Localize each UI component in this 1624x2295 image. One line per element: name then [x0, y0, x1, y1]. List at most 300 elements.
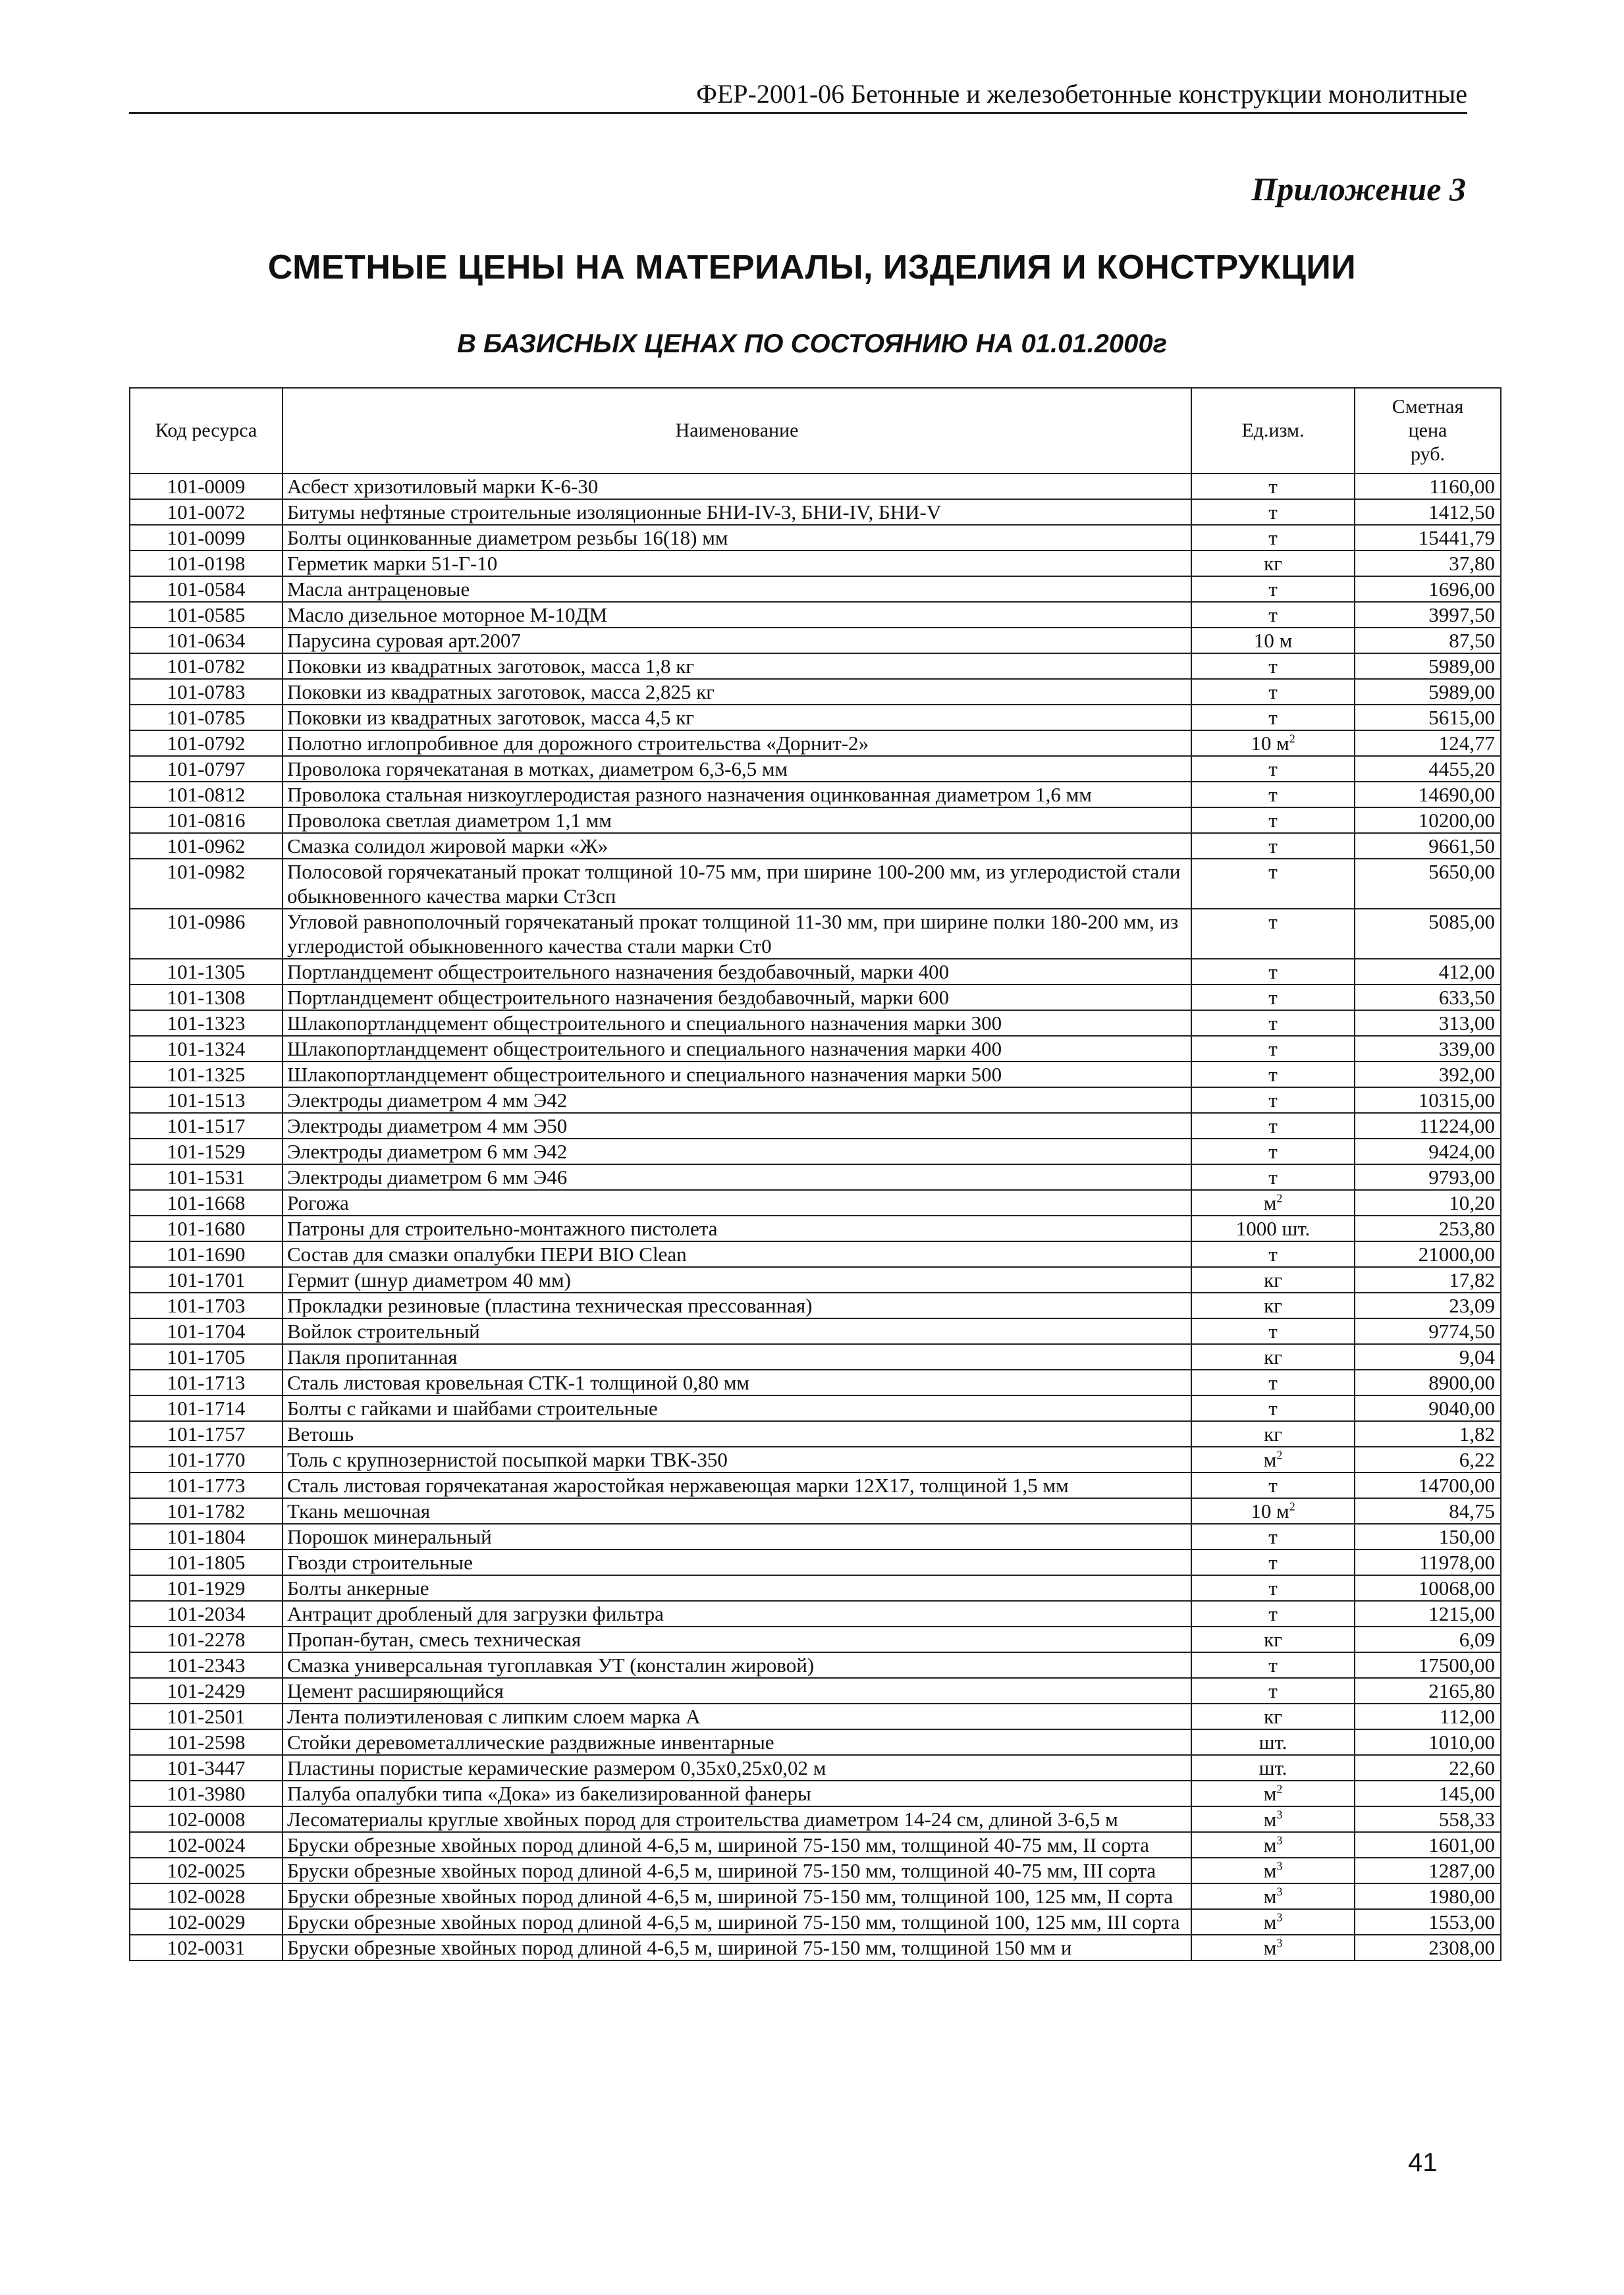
- table-row: [130, 1627, 1501, 1652]
- cell-unit-text: кг: [1264, 1628, 1282, 1651]
- cell-name: [283, 1164, 1191, 1190]
- cell-unit: [1191, 1318, 1355, 1344]
- cell-name: [283, 1729, 1191, 1755]
- cell-unit: [1191, 1806, 1355, 1832]
- cell-code: [130, 1883, 283, 1909]
- cell-name: [283, 705, 1191, 730]
- cell-price: [1355, 1421, 1501, 1447]
- cell-unit-text: т: [1268, 1140, 1278, 1163]
- cell-price: [1355, 859, 1501, 909]
- cell-code-text: 101-2278: [167, 1628, 246, 1651]
- cell-name-text: Герметик марки 51-Г-10: [287, 552, 498, 575]
- cell-unit-text: кг: [1264, 1294, 1282, 1317]
- cell-price-text: 145,00: [1438, 1782, 1495, 1805]
- cell-unit: [1191, 959, 1355, 985]
- cell-name: [283, 959, 1191, 985]
- table-row: [130, 1216, 1501, 1241]
- cell-code: [130, 1241, 283, 1267]
- cell-code: [130, 1601, 283, 1627]
- cell-unit: [1191, 1113, 1355, 1139]
- cell-price-text: 9774,50: [1428, 1320, 1495, 1343]
- cell-code: [130, 1395, 283, 1421]
- cell-name-text: Рогожа: [287, 1191, 349, 1214]
- cell-price-text: 11978,00: [1419, 1551, 1495, 1574]
- cell-price-text: 10315,00: [1418, 1089, 1495, 1112]
- table-row: [130, 705, 1501, 730]
- cell-code-text: 101-0962: [167, 834, 246, 857]
- table-row: [130, 1550, 1501, 1575]
- table-row: [130, 1858, 1501, 1883]
- cell-code: [130, 1858, 283, 1883]
- cell-code-text: 101-1690: [167, 1243, 246, 1266]
- cell-name: [283, 1139, 1191, 1164]
- cell-name-text: Бруски обрезные хвойных пород длиной 4-6,5 м, шириной 75-150 мм, толщиной 100, 125 мм, III сорта: [287, 1910, 1180, 1933]
- cell-code: [130, 1935, 283, 1960]
- cell-name-text: Ветошь: [287, 1422, 354, 1445]
- table-row: [130, 782, 1501, 807]
- table-row: [130, 499, 1501, 525]
- cell-unit: [1191, 1935, 1355, 1960]
- table-row: [130, 1087, 1501, 1113]
- cell-price: [1355, 1678, 1501, 1704]
- cell-price: [1355, 1755, 1501, 1781]
- cell-code: [130, 1627, 283, 1652]
- cell-unit: [1191, 909, 1355, 959]
- cell-unit-text: т: [1268, 1679, 1278, 1702]
- cell-unit: [1191, 1421, 1355, 1447]
- cell-unit-text: т: [1268, 860, 1278, 883]
- cell-code: [130, 1550, 283, 1575]
- cell-name: [283, 1498, 1191, 1524]
- cell-price-text: 10200,00: [1418, 809, 1495, 832]
- cell-code: [130, 1447, 283, 1472]
- cell-code-text: 101-1324: [167, 1037, 246, 1060]
- table-row: [130, 1652, 1501, 1678]
- cell-unit: [1191, 1601, 1355, 1627]
- table-row: [130, 628, 1501, 653]
- cell-code: [130, 859, 283, 909]
- cell-code: [130, 1832, 283, 1858]
- cell-code-text: 101-1770: [167, 1448, 246, 1471]
- cell-unit: [1191, 1062, 1355, 1087]
- cell-name-text: Проволока стальная низкоуглеродистая разного назначения оцинкованная диаметром 1,6 мм: [287, 783, 1092, 806]
- header-price: [1355, 388, 1501, 473]
- cell-price-text: 9793,00: [1428, 1166, 1495, 1189]
- cell-unit-text: м: [1263, 1885, 1277, 1908]
- cell-unit-text: т: [1268, 1551, 1278, 1574]
- cell-name: [283, 1216, 1191, 1241]
- cell-unit-text: т: [1268, 783, 1278, 806]
- cell-code-text: 101-0072: [167, 500, 246, 524]
- cell-unit-text: т: [1268, 1602, 1278, 1625]
- cell-code-text: 101-0812: [167, 783, 246, 806]
- cell-name: [283, 628, 1191, 653]
- cell-name-text: Масло дизельное моторное М-10ДМ: [287, 603, 608, 626]
- cell-unit: [1191, 1344, 1355, 1370]
- cell-code: [130, 1755, 283, 1781]
- cell-price-text: 313,00: [1438, 1012, 1495, 1035]
- cell-code-text: 101-1704: [167, 1320, 246, 1343]
- cell-name: [283, 525, 1191, 551]
- cell-name: [283, 551, 1191, 576]
- table-row: [130, 1832, 1501, 1858]
- cell-code: [130, 1113, 283, 1139]
- cell-price: [1355, 1010, 1501, 1036]
- cell-unit: [1191, 1550, 1355, 1575]
- cell-code-text: 101-1703: [167, 1294, 246, 1317]
- cell-name-text: Состав для смазки опалубки ПЕРИ BIO Clean: [287, 1243, 687, 1266]
- cell-code-text: 102-0025: [167, 1859, 246, 1882]
- cell-unit: [1191, 525, 1355, 551]
- cell-price-text: 124,77: [1438, 732, 1495, 755]
- cell-name-text: Портландцемент общестроительного назначения бездобавочный, марки 600: [287, 986, 950, 1009]
- cell-price: [1355, 1524, 1501, 1550]
- header-price-line2: цена: [1408, 419, 1448, 441]
- cell-name: [283, 1062, 1191, 1087]
- cell-price: [1355, 1139, 1501, 1164]
- cell-price-text: 5989,00: [1428, 655, 1495, 678]
- cell-unit-text: м: [1263, 1448, 1277, 1471]
- cell-price-text: 3997,50: [1428, 603, 1495, 626]
- cell-code-text: 101-1305: [167, 960, 246, 983]
- cell-unit: [1191, 1652, 1355, 1678]
- cell-price-text: 1601,00: [1428, 1833, 1495, 1856]
- cell-unit-text: т: [1268, 706, 1278, 729]
- cell-name-text: Цемент расширяющийся: [287, 1679, 504, 1702]
- table-row: [130, 1190, 1501, 1216]
- cell-name-text: Угловой равнополочный горячекатаный прокат толщиной 11-30 мм, при ширине полки 180-200 мм, из углеродистой обыкновенного качества стали марки Ст0: [287, 910, 1179, 958]
- table-row: [130, 1601, 1501, 1627]
- cell-price-text: 11224,00: [1419, 1114, 1495, 1137]
- cell-code-text: 101-1929: [167, 1577, 246, 1600]
- cell-name: [283, 730, 1191, 756]
- cell-unit-text: 10 м: [1253, 629, 1293, 652]
- cell-name-text: Стойки деревометаллические раздвижные инвентарные: [287, 1731, 774, 1754]
- unit-exponent: 3: [1276, 1859, 1283, 1873]
- cell-code: [130, 1472, 283, 1498]
- table-row: [130, 551, 1501, 576]
- cell-unit: [1191, 1472, 1355, 1498]
- cell-code: [130, 551, 283, 576]
- cell-name: [283, 473, 1191, 499]
- cell-unit: [1191, 1395, 1355, 1421]
- cell-code: [130, 1524, 283, 1550]
- cell-unit-text: т: [1268, 655, 1278, 678]
- table-row: [130, 1935, 1501, 1960]
- cell-name-text: Шлакопортландцемент общестроительного и специального назначения марки 500: [287, 1063, 1002, 1086]
- cell-code: [130, 1678, 283, 1704]
- cell-name-text: Бруски обрезные хвойных пород длиной 4-6,5 м, шириной 75-150 мм, толщиной 40-75 мм, III сорта: [287, 1859, 1156, 1882]
- table-row: [130, 1704, 1501, 1729]
- cell-price: [1355, 909, 1501, 959]
- cell-name: [283, 1832, 1191, 1858]
- cell-price: [1355, 653, 1501, 679]
- cell-price-text: 558,33: [1438, 1808, 1495, 1831]
- cell-name: [283, 499, 1191, 525]
- unit-exponent: 2: [1289, 732, 1295, 745]
- cell-code-text: 101-2429: [167, 1679, 246, 1702]
- cell-price: [1355, 602, 1501, 628]
- cell-name: [283, 1601, 1191, 1627]
- cell-name: [283, 602, 1191, 628]
- cell-price: [1355, 833, 1501, 859]
- cell-name: [283, 1318, 1191, 1344]
- cell-price-text: 17,82: [1449, 1268, 1495, 1291]
- cell-code: [130, 1704, 283, 1729]
- cell-name: [283, 782, 1191, 807]
- cell-code-text: 101-0782: [167, 655, 246, 678]
- cell-unit-text: т: [1268, 1371, 1278, 1394]
- cell-name-text: Шлакопортландцемент общестроительного и специального назначения марки 400: [287, 1037, 1002, 1060]
- cell-name: [283, 909, 1191, 959]
- cell-name: [283, 1472, 1191, 1498]
- cell-name: [283, 1087, 1191, 1113]
- cell-code-text: 101-1323: [167, 1012, 246, 1035]
- cell-price: [1355, 1447, 1501, 1472]
- table-row: [130, 1447, 1501, 1472]
- cell-unit-text: кг: [1264, 552, 1282, 575]
- cell-name-text: Гвозди строительные: [287, 1551, 473, 1574]
- cell-price-text: 10068,00: [1418, 1577, 1495, 1600]
- cell-price-text: 1,82: [1459, 1422, 1495, 1445]
- cell-price-text: 633,50: [1438, 986, 1495, 1009]
- cell-name: [283, 985, 1191, 1010]
- cell-price: [1355, 1498, 1501, 1524]
- cell-price: [1355, 730, 1501, 756]
- table-row: [130, 959, 1501, 985]
- cell-name-text: Полосовой горячекатаный прокат толщиной 10-75 мм, при ширине 100-200 мм, из углеродистой стали обыкновенного качества марки Ст3сп: [287, 860, 1181, 907]
- cell-unit: [1191, 1575, 1355, 1601]
- cell-unit: [1191, 653, 1355, 679]
- cell-unit: [1191, 473, 1355, 499]
- cell-code-text: 101-0982: [167, 860, 246, 883]
- cell-unit: [1191, 576, 1355, 602]
- cell-unit: [1191, 1241, 1355, 1267]
- table-row: [130, 679, 1501, 705]
- page-title: СМЕТНЫЕ ЦЕНЫ НА МАТЕРИАЛЫ, ИЗДЕЛИЯ И КОНСТРУКЦИИ: [267, 248, 1357, 286]
- running-header: [129, 78, 1467, 114]
- cell-unit: [1191, 628, 1355, 653]
- cell-unit-text: т: [1268, 1089, 1278, 1112]
- cell-unit: [1191, 551, 1355, 576]
- cell-code-text: 101-1782: [167, 1499, 246, 1523]
- cell-name-text: Шлакопортландцемент общестроительного и специального назначения марки 300: [287, 1012, 1002, 1035]
- cell-code: [130, 807, 283, 833]
- cell-price-text: 4455,20: [1428, 757, 1495, 780]
- cell-code-text: 101-0785: [167, 706, 246, 729]
- cell-unit: [1191, 1909, 1355, 1935]
- cell-unit: [1191, 1678, 1355, 1704]
- cell-price: [1355, 705, 1501, 730]
- table-row: [130, 1113, 1501, 1139]
- table-row: [130, 1806, 1501, 1832]
- cell-price-text: 1287,00: [1428, 1859, 1495, 1882]
- table-row: [130, 1755, 1501, 1781]
- cell-code: [130, 602, 283, 628]
- unit-exponent: 3: [1276, 1885, 1283, 1899]
- cell-code: [130, 576, 283, 602]
- cell-code: [130, 756, 283, 782]
- cell-price-text: 112,00: [1439, 1705, 1495, 1728]
- cell-code: [130, 1781, 283, 1806]
- cell-name-text: Электроды диаметром 6 мм Э46: [287, 1166, 568, 1189]
- cell-unit-text: 10 м: [1251, 1499, 1289, 1523]
- cell-price-text: 1980,00: [1428, 1885, 1495, 1908]
- cell-unit: [1191, 1139, 1355, 1164]
- cell-name-text: Сталь листовая горячекатаная жаростойкая нержавеющая марки 12Х17, толщиной 1,5 мм: [287, 1474, 1069, 1497]
- cell-code: [130, 499, 283, 525]
- cell-name-text: Ткань мешочная: [287, 1499, 431, 1523]
- cell-code: [130, 1036, 283, 1062]
- cell-name: [283, 1036, 1191, 1062]
- cell-name: [283, 859, 1191, 909]
- cell-code: [130, 1421, 283, 1447]
- cell-name: [283, 1627, 1191, 1652]
- cell-unit: [1191, 756, 1355, 782]
- cell-name: [283, 1421, 1191, 1447]
- cell-name-text: Бруски обрезные хвойных пород длиной 4-6,5 м, шириной 75-150 мм, толщиной 40-75 мм, II сорта: [287, 1833, 1149, 1856]
- cell-unit-text: м: [1263, 1191, 1277, 1214]
- cell-price-text: 1010,00: [1428, 1731, 1495, 1754]
- cell-code: [130, 1164, 283, 1190]
- cell-code: [130, 525, 283, 551]
- cell-unit: [1191, 985, 1355, 1010]
- cell-price: [1355, 1472, 1501, 1498]
- unit-exponent: 2: [1276, 1448, 1283, 1462]
- cell-price-text: 14700,00: [1418, 1474, 1495, 1497]
- cell-code: [130, 985, 283, 1010]
- cell-price: [1355, 1832, 1501, 1858]
- cell-price-text: 6,22: [1459, 1448, 1495, 1471]
- cell-price-text: 1215,00: [1428, 1602, 1495, 1625]
- cell-name-text: Смазка универсальная тугоплавкая УТ (консталин жировой): [287, 1654, 815, 1677]
- cell-price: [1355, 1113, 1501, 1139]
- cell-unit: [1191, 1010, 1355, 1036]
- table-row: [130, 1472, 1501, 1498]
- cell-name-text: Битумы нефтяные строительные изоляционные БНИ-IV-3, БНИ-IV, БНИ-V: [287, 500, 942, 524]
- cell-code: [130, 1062, 283, 1087]
- cell-name-text: Асбест хризотиловый марки К-6-30: [287, 475, 599, 498]
- price-table: [129, 387, 1502, 1961]
- cell-price: [1355, 1216, 1501, 1241]
- cell-price-text: 1160,00: [1429, 475, 1495, 498]
- cell-unit: [1191, 1036, 1355, 1062]
- table-row: [130, 1318, 1501, 1344]
- cell-price: [1355, 1601, 1501, 1627]
- cell-price-text: 1553,00: [1428, 1910, 1495, 1933]
- cell-name-text: Пакля пропитанная: [287, 1345, 458, 1368]
- cell-price: [1355, 1935, 1501, 1960]
- table-row: [130, 1370, 1501, 1395]
- cell-name: [283, 1575, 1191, 1601]
- cell-name: [283, 756, 1191, 782]
- cell-name: [283, 1858, 1191, 1883]
- cell-unit: [1191, 1447, 1355, 1472]
- cell-unit: [1191, 859, 1355, 909]
- cell-price: [1355, 985, 1501, 1010]
- page-number: 41: [1408, 2148, 1438, 2177]
- cell-price: [1355, 1806, 1501, 1832]
- cell-unit: [1191, 1781, 1355, 1806]
- table-row: [130, 1575, 1501, 1601]
- cell-code: [130, 679, 283, 705]
- cell-code: [130, 959, 283, 985]
- cell-price-text: 15441,79: [1418, 526, 1495, 549]
- cell-name: [283, 576, 1191, 602]
- cell-unit-text: 10 м: [1251, 732, 1289, 755]
- cell-price-text: 5650,00: [1428, 860, 1495, 883]
- cell-code-text: 101-0797: [167, 757, 246, 780]
- cell-code: [130, 1293, 283, 1318]
- cell-price: [1355, 1858, 1501, 1883]
- header-price-line1: Сметная: [1392, 396, 1464, 418]
- cell-name-text: Проволока горячекатаная в мотках, диаметром 6,3-6,5 мм: [287, 757, 788, 780]
- cell-code-text: 101-0783: [167, 680, 246, 703]
- cell-name-text: Пропан-бутан, смесь техническая: [287, 1628, 582, 1651]
- cell-name: [283, 1293, 1191, 1318]
- table-body: [130, 473, 1501, 1960]
- cell-unit-text: т: [1268, 1012, 1278, 1035]
- table-row: [130, 1395, 1501, 1421]
- cell-unit-text: т: [1268, 1320, 1278, 1343]
- cell-price-text: 9040,00: [1428, 1397, 1495, 1420]
- cell-price: [1355, 1293, 1501, 1318]
- cell-name-text: Полотно иглопробивное для дорожного строительства «Дорнит-2»: [287, 732, 869, 755]
- cell-code-text: 101-1805: [167, 1551, 246, 1574]
- cell-price-text: 2308,00: [1428, 1936, 1495, 1959]
- cell-name: [283, 1267, 1191, 1293]
- cell-name: [283, 1370, 1191, 1395]
- cell-name: [283, 653, 1191, 679]
- unit-exponent: 3: [1276, 1833, 1283, 1847]
- cell-unit-text: т: [1268, 680, 1278, 703]
- cell-price-text: 253,80: [1438, 1217, 1495, 1240]
- cell-name-text: Болты анкерные: [287, 1577, 429, 1600]
- cell-price: [1355, 1164, 1501, 1190]
- cell-unit: [1191, 1832, 1355, 1858]
- cell-unit-text: м: [1263, 1833, 1277, 1856]
- table-row: [130, 576, 1501, 602]
- table-header-row: [130, 388, 1501, 473]
- cell-name: [283, 1781, 1191, 1806]
- cell-price-text: 87,50: [1449, 629, 1495, 652]
- cell-name-text: Болты с гайками и шайбами строительные: [287, 1397, 658, 1420]
- table-row: [130, 1267, 1501, 1293]
- cell-name: [283, 1190, 1191, 1216]
- cell-code-text: 101-0986: [167, 910, 246, 933]
- cell-name-text: Патроны для строительно-монтажного пистолета: [287, 1217, 718, 1240]
- cell-price-text: 2165,80: [1428, 1679, 1495, 1702]
- cell-code-text: 101-1513: [167, 1089, 246, 1112]
- cell-unit: [1191, 1293, 1355, 1318]
- cell-code: [130, 1498, 283, 1524]
- cell-code: [130, 1139, 283, 1164]
- cell-unit-text: т: [1268, 910, 1278, 933]
- cell-price: [1355, 679, 1501, 705]
- header-price-line3: руб.: [1411, 443, 1445, 465]
- cell-unit: [1191, 1164, 1355, 1190]
- cell-code-text: 101-0584: [167, 578, 246, 601]
- table-row: [130, 1781, 1501, 1806]
- cell-name-text: Поковки из квадратных заготовок, масса 2,825 кг: [287, 680, 715, 703]
- cell-code-text: 101-1713: [167, 1371, 246, 1394]
- cell-unit-text: кг: [1264, 1705, 1282, 1728]
- cell-code: [130, 1190, 283, 1216]
- cell-unit: [1191, 1883, 1355, 1909]
- cell-unit: [1191, 1627, 1355, 1652]
- cell-unit: [1191, 1729, 1355, 1755]
- table-row: [130, 1293, 1501, 1318]
